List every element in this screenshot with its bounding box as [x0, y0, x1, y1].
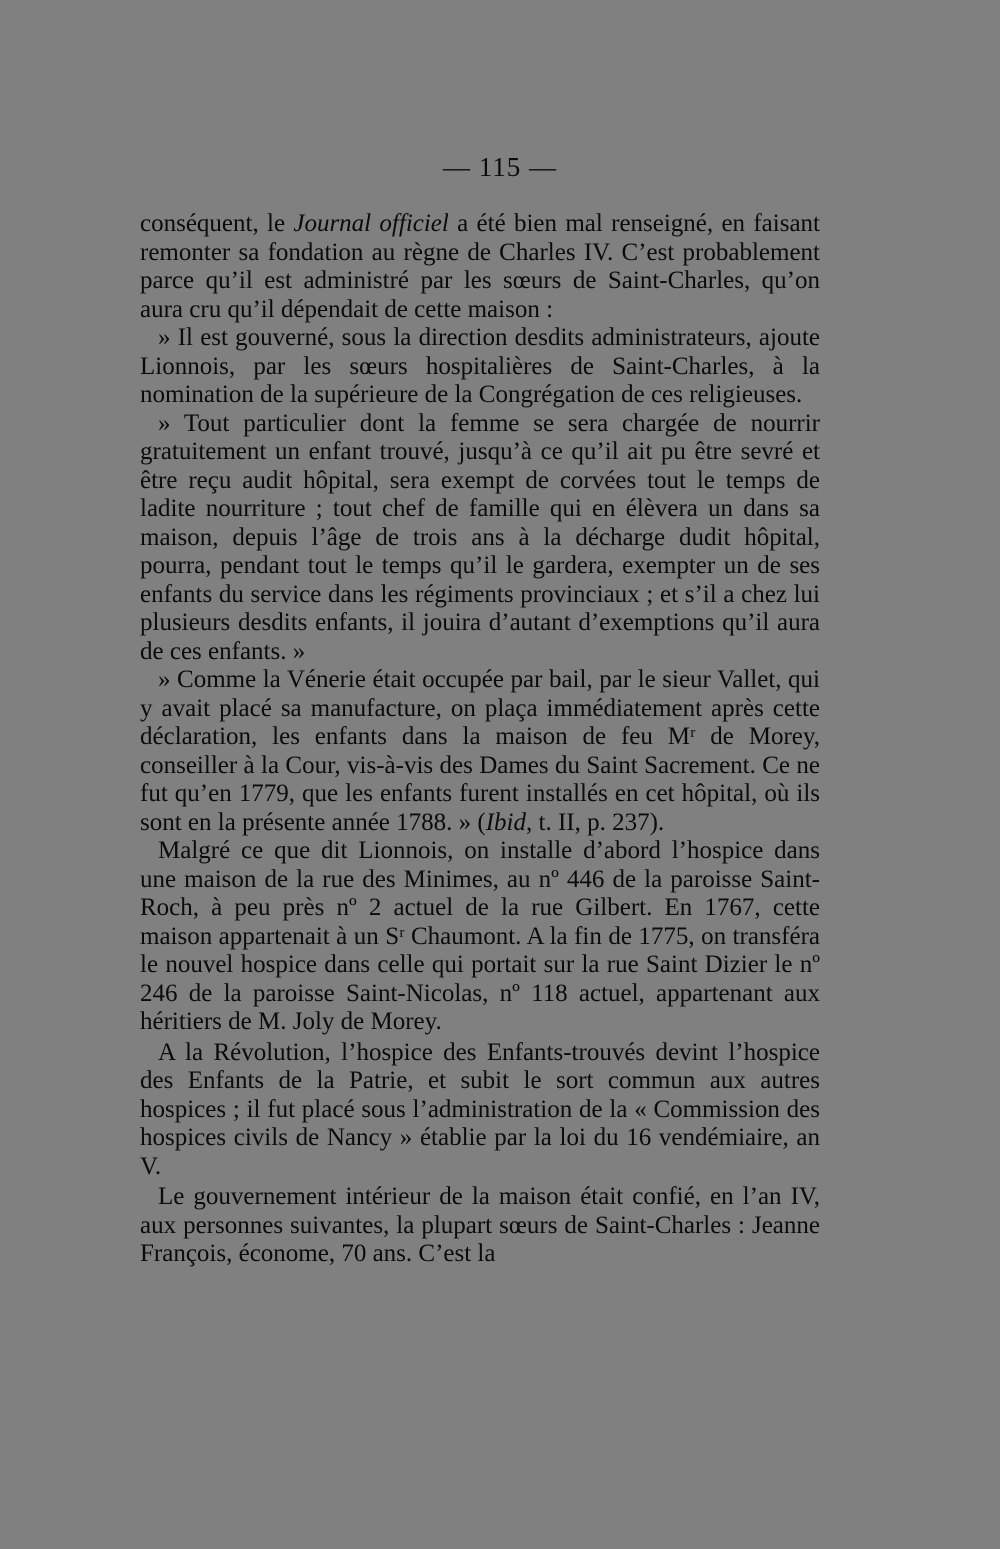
page-number: — 115 — — [443, 152, 557, 182]
paragraph-1: conséquent, le Journal officiel a été bien mal renseigné, en faisant remonter sa fondation au règne de Charles IV. C’est probablement parce qu’il est administré par les sœurs de Saint-Charles, qu’on aura cru qu’il dépendait de cette maison : — [140, 210, 820, 323]
body-text — [140, 210, 820, 1269]
paragraph-5: Malgré ce que dit Lionnois, on installe d’abord l’hospice dans une maison de la rue des Minimes, au nº 446 de la paroisse Saint-Roch, à peu près nº 2 actuel de la rue Gilbert. En 1767, cette maison appartenait à un Sʳ Chaumont. A la fin de 1775, on transféra le nouvel hospice dans celle qui portait sur la rue Saint Dizier le nº 246 de la paroisse Saint-Nicolas, nº 118 actuel, appartenant aux héritiers de M. Joly de Morey. — [140, 837, 820, 1035]
ibid-reference: Ibid — [485, 808, 526, 836]
paragraph-2: » Il est gouverné, sous la direction desdits administrateurs, ajoute Lionnois, par les sœurs hospitalières de Saint-Charles, à la nomination de la supérieure de la Congrégation de ces religieuses. — [140, 324, 820, 408]
journal-title: Journal officiel — [293, 210, 449, 237]
paragraph-7: Le gouvernement intérieur de la maison était confié, en l’an IV, aux personnes suivantes, la plupart sœurs de Saint-Charles : Jeanne François, économe, 70 ans. C’est la — [140, 1183, 820, 1267]
paragraph-6: A la Révolution, l’hospice des Enfants-trouvés devint l’hospice des Enfants de la Patrie, et subit le sort commun aux autres hospices ; il fut placé sous l’administration de la « Commission des hospices civils de Nancy » établie par la loi du 16 vendémiaire, an V. — [140, 1038, 820, 1180]
paragraph-3: » Tout particulier dont la femme se sera chargée de nourrir gratuitement un enfant trouvé, jusqu’à ce qu’il ait pu être sevré et être reçu audit hôpital, sera exempt de corvées tout le temps de ladite nourriture ; tout chef de famille qui en élèvera un dans sa maison, depuis l’âge de trois ans à la décharge dudit hôpital, pourra, pendant tout le temps qu’il le gardera, exempter un de ses enfants du service dans les régiments provinciaux ; et s’il a chez lui plusieurs desdits enfants, il jouira d’autant d’exemptions qu’il aura de ces enfants. » — [140, 409, 820, 665]
paragraph-4: » Comme la Vénerie était occupée par bail, par le sieur Vallet, qui y avait placé sa manufacture, on plaça immédiatement après cette déclaration, les enfants dans la maison de feu Mʳ de Morey, conseiller à la Cour, vis-à-vis des Dames du Saint Sacrement. Ce ne fut qu’en 1779, que les enfants furent installés en cet hôpital, où ils sont en la présente année 1788. » (Ibid, t. II, p. 237). — [140, 666, 820, 836]
